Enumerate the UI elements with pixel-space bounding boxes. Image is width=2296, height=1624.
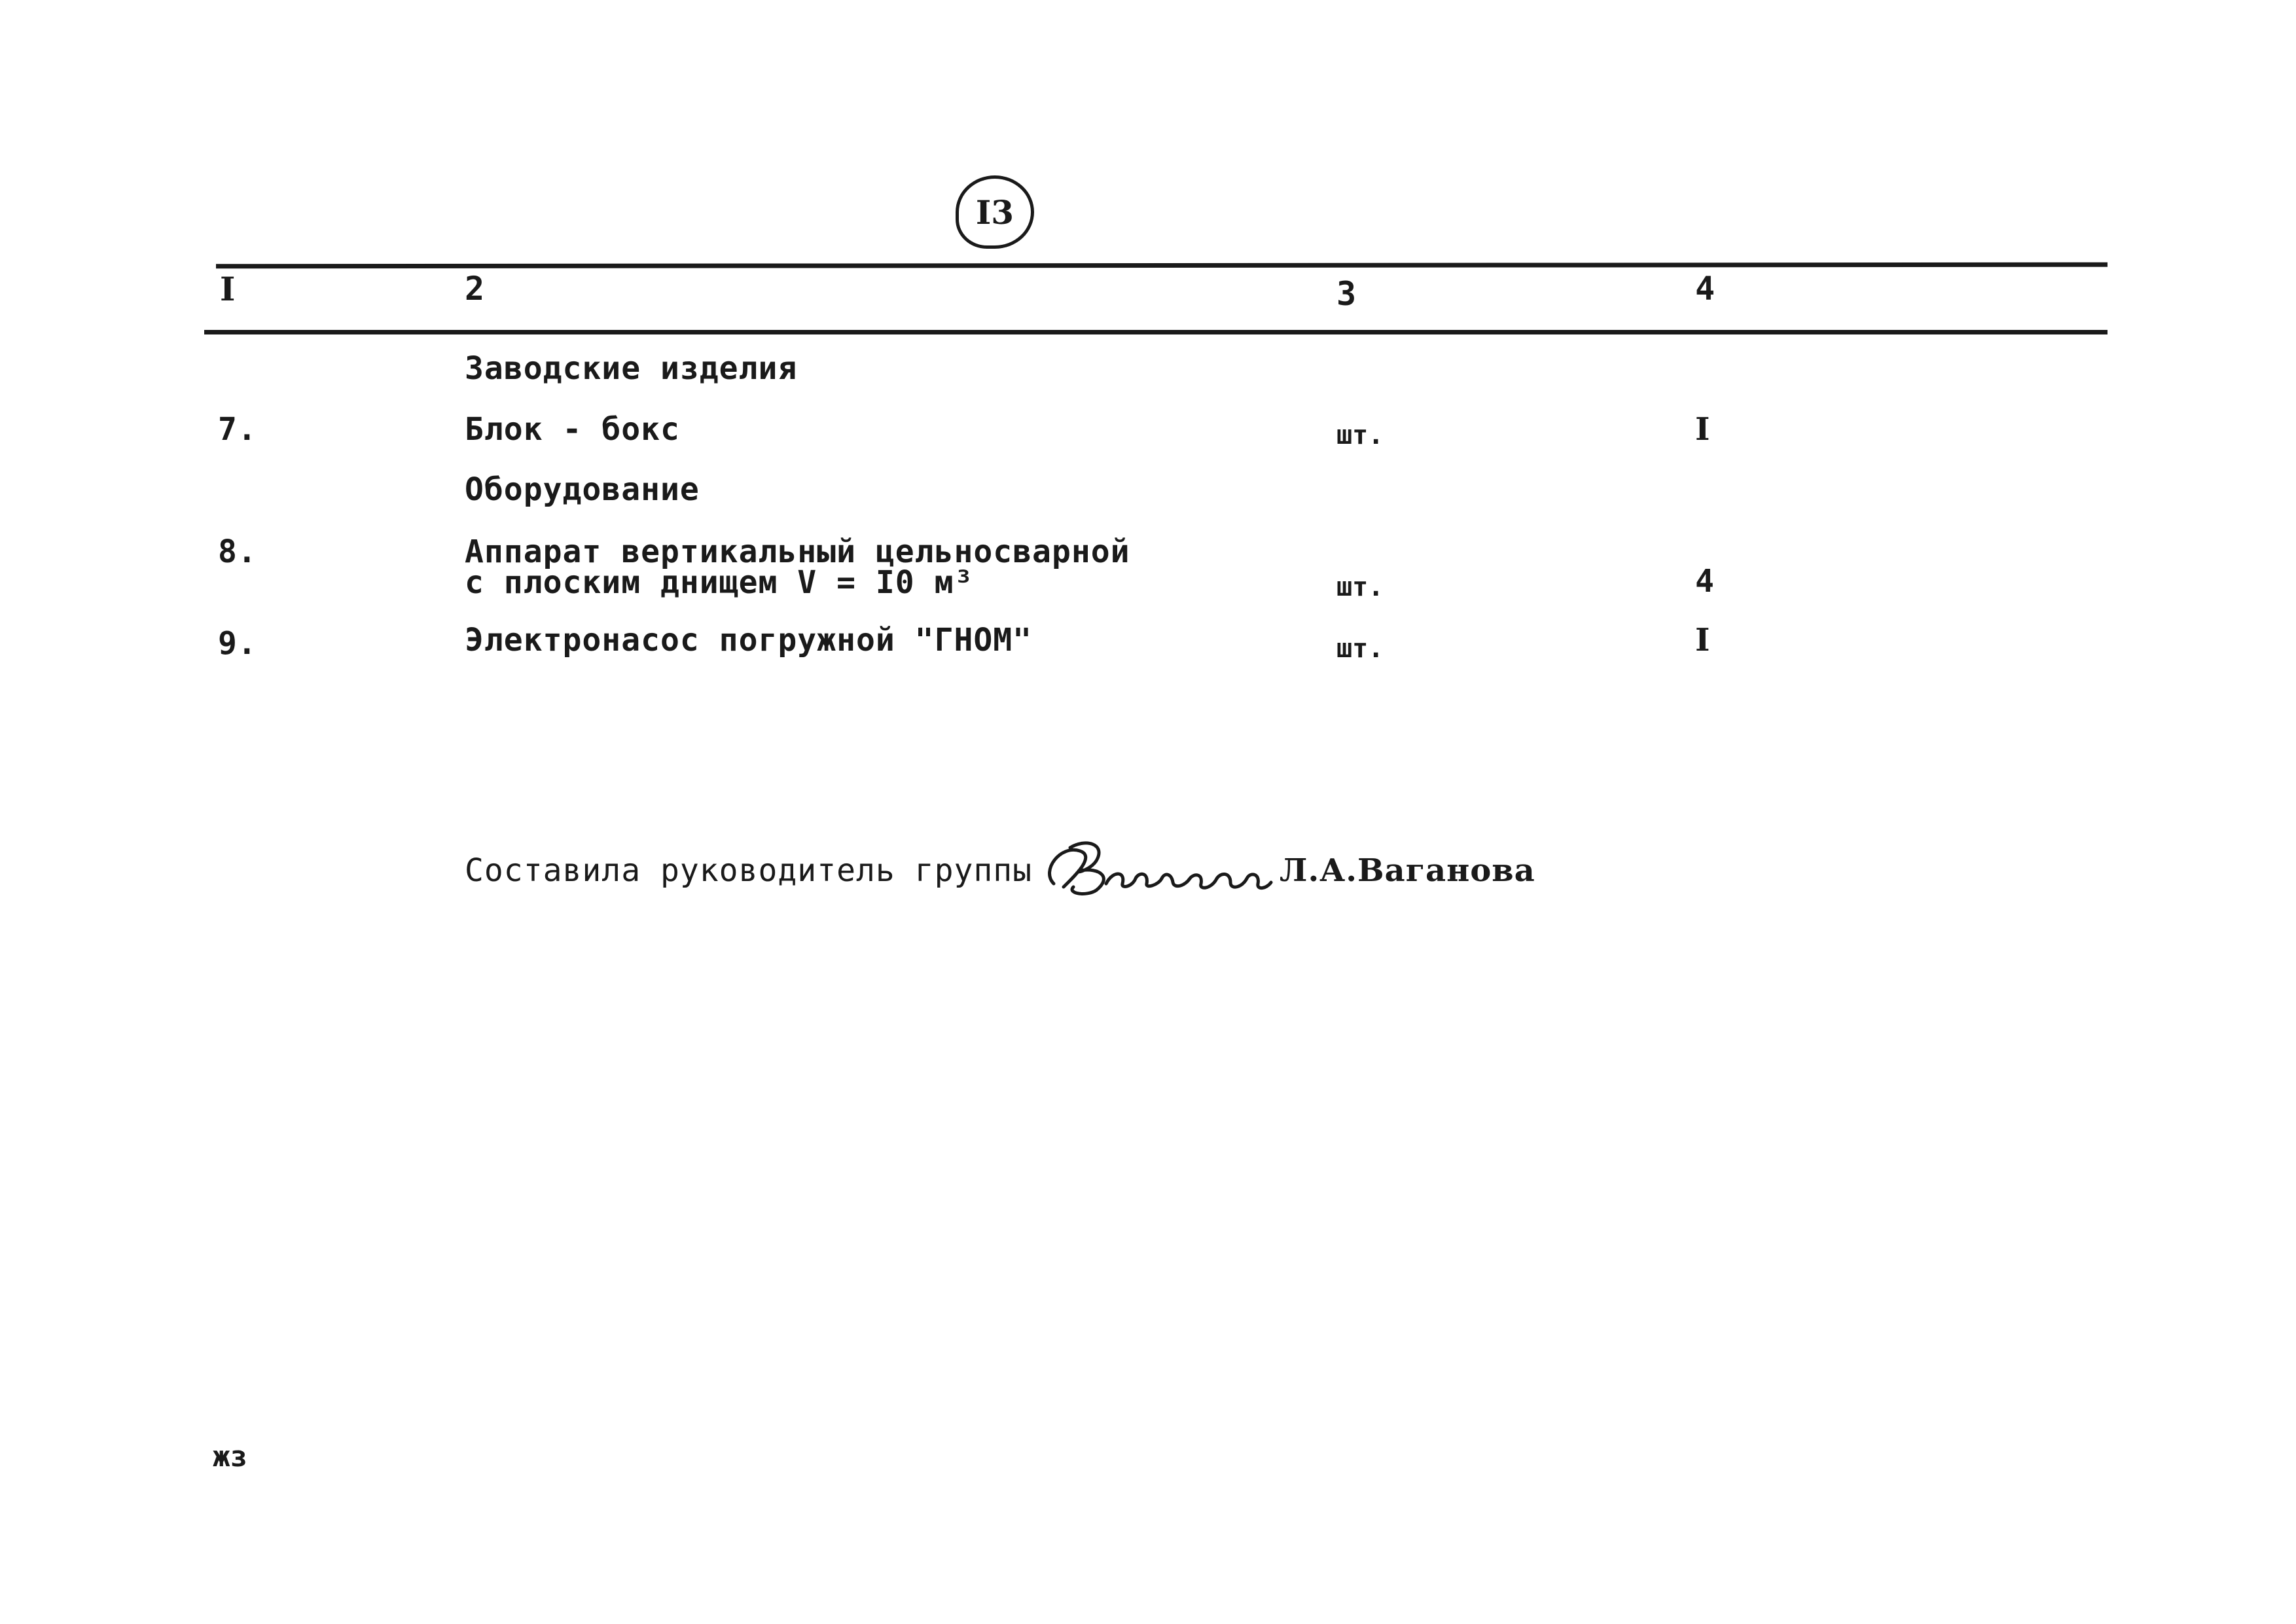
column-header-3: 3 (1336, 275, 1357, 313)
column-header-1: I (220, 270, 236, 308)
row-7-quantity: I (1695, 411, 1711, 448)
section-title-factory-products: Заводские изделия (465, 350, 798, 387)
row-8-name-line-1: Аппарат вертикальный цельносварной (465, 533, 1130, 570)
page-number: I3 (956, 175, 1034, 249)
signatory-name: Л.А.Ваганова (1280, 852, 1535, 889)
row-9-unit: шт. (1336, 634, 1384, 664)
row-7-unit: шт. (1336, 420, 1384, 450)
row-9-number: 9. (218, 625, 257, 662)
row-7-name: Блок - бокс (465, 411, 680, 448)
row-9-name: Электронасос погружной "ГНОМ" (465, 622, 1033, 659)
row-8-unit: шт. (1336, 572, 1384, 602)
column-header-4: 4 (1695, 270, 1715, 308)
table-header-rule (204, 330, 2108, 334)
signature-prefix: Составила руководитель группы (465, 852, 1033, 889)
row-9-quantity: I (1695, 622, 1711, 659)
row-8-quantity: 4 (1695, 563, 1715, 600)
column-header-2: 2 (465, 270, 485, 308)
row-8-name-line-2: с плоским днищем V = I0 м³ (465, 564, 974, 601)
row-8-number: 8. (218, 533, 257, 570)
row-7-number: 7. (218, 411, 257, 448)
table-top-rule (216, 262, 2108, 269)
section-title-equipment: Оборудование (465, 471, 700, 508)
handwritten-signature (1034, 831, 1276, 903)
footer-mark: жз (213, 1440, 247, 1473)
